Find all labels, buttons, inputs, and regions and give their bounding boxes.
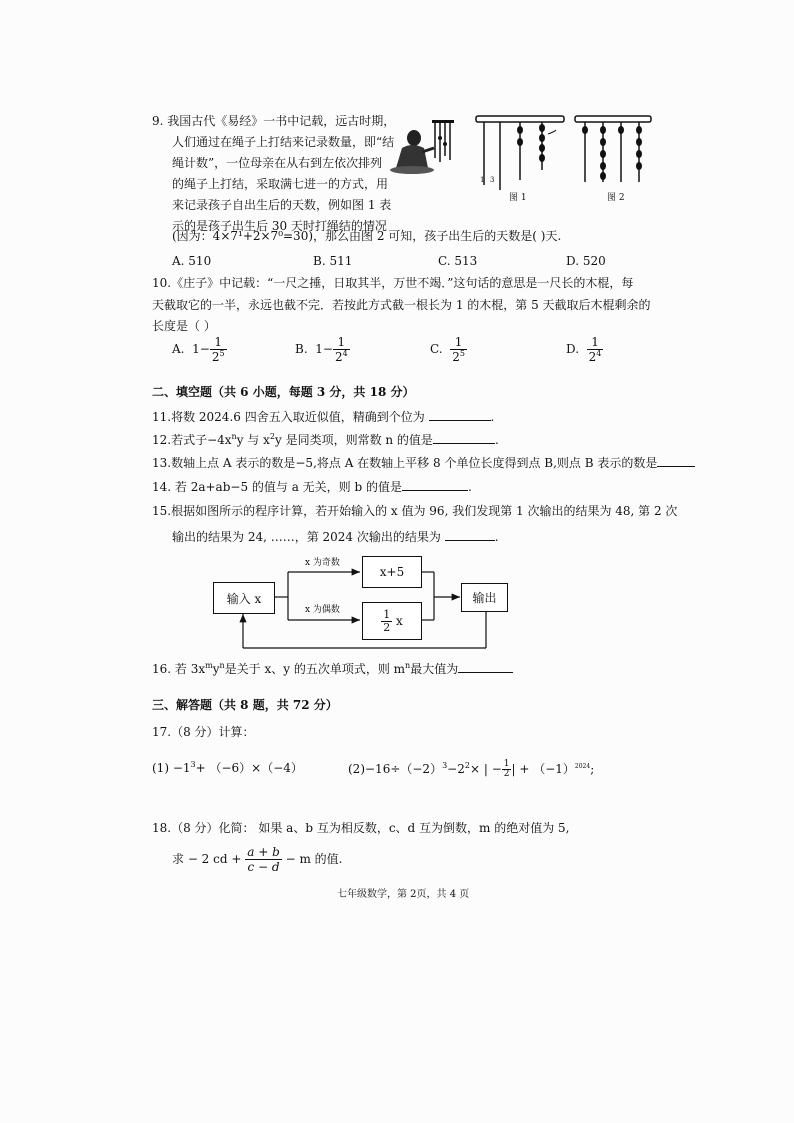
figure-1-label: 图 1 (509, 193, 527, 203)
page-footer: 七年级数学，第 2页，共 4 页 (337, 889, 470, 900)
q10-option-c: C. $\frac{1}{2^5}$ (430, 335, 465, 364)
q9-line-7: (因为：4×7¹+2×7⁰=30)，那么由图 2 可知，孩子出生后的天数是( )天. (172, 229, 562, 243)
q9-line-3: 绳计数”，一位母亲在从右到左依次排列 (172, 156, 383, 170)
q9-option-a: A. 510 (172, 254, 212, 268)
q9-line-6: 示的是孩子出生后 30 天时打绳结的情况 (172, 219, 387, 233)
question-12: 12.若式子$-4x^ny$ 与 $x^2y$ 是同类项，则常数 n 的值是 . (152, 432, 499, 447)
figure-2-label: 图 2 (607, 193, 625, 203)
flowchart-even-condition: x 为偶数 (305, 605, 340, 615)
flowchart-odd-condition: x 为奇数 (305, 558, 340, 568)
svg-text:3: 3 (490, 176, 495, 184)
q10-option-a: A. 1− $\frac{1}{2^5}$ (172, 335, 225, 364)
q17-part-1: $(1) -1^3+ (-6)\times(-4)$ (152, 760, 303, 775)
q9-option-b: B. 511 (313, 254, 353, 268)
q10-line-1: 10.《庄子》中记载：“一尺之捶，日取其半，万世不竭．”这句话的意思是一尺长的木棍，每 (152, 276, 634, 290)
q9-line-4: 的绳子上打结，采取满七进一的方式，用 (172, 177, 389, 191)
flowchart-input-box: 输入 x (213, 582, 275, 614)
q10-line-3: 长度是（ ） (152, 319, 216, 333)
question-11: 11.将数 2024.6 四舍五入取近似值，精确到个位为 . (152, 410, 495, 424)
q10-line-2: 天截取它的一半，永远也截不完．若按此方式截一根长为 1 的木棍，第 5 天截取后木棍剩余的 (152, 298, 651, 312)
q9-line-1: 9. 我国古代《易经》一书中记载，远古时期， (152, 114, 396, 128)
q10-option-d: D. $\frac{1}{2^4}$ (566, 335, 602, 364)
q9-option-c: C. 513 (438, 254, 478, 268)
section-3-heading: 三、解答题（共 8 题，共 72 分） (152, 698, 338, 712)
q9-option-d: D. 520 (566, 254, 606, 268)
q18-heading: 18.（8 分）化简： 如果 a、b 互为相反数，c、d 互为倒数，m 的绝对值为 5, (152, 821, 570, 835)
q9-line-5: 来记录孩子自出生后的天数，例如图 1 表 (172, 198, 392, 212)
q9-line-2: 人们通过在绳子上打结来记录数量，即“结 (172, 135, 395, 149)
q18-expression: 求 − 2 cd + $\frac{a + b}{c - d}$ − m 的值. (172, 845, 343, 874)
q16-answer-blank[interactable] (458, 660, 513, 673)
q15-line-1: 15.根据如图所示的程序计算，若开始输入的 x 值为 96, 我们发现第 1 次输出的结果为 48, 第 2 次 (152, 504, 678, 518)
q17-part-2: $(2)-16\div(-2)^3-2^2\times$ | − $\frac{1}{2}$ | + $(-1)^{2024}$; (348, 759, 595, 779)
question-16: 16. 若 $3x^my^n$是关于 x、y 的五次单项式，则 $m^n$最大值为 (152, 660, 513, 677)
q10-option-b: B. 1− $\frac{1}{2^4}$ (295, 335, 348, 364)
q17-heading: 17.（8 分）计算： (152, 725, 255, 739)
q15-line-2: 输出的结果为 24, ……，第 2024 次输出的结果为 . (172, 530, 499, 544)
flowchart-odd-box: x+5 (362, 556, 422, 588)
flowchart-output-box: 输出 (461, 583, 508, 612)
flowchart-even-box: $\frac{1}{2}$ x (362, 602, 422, 640)
question-13: 13.数轴上点 A 表示的数是−5,将点 A 在数轴上平移 8 个单位长度得到点 B,则点 B 表示的数是 (152, 454, 695, 471)
svg-text:1: 1 (480, 176, 485, 184)
section-2-heading: 二、填空题（共 6 小题，每题 3 分，共 18 分） (152, 385, 415, 399)
question-14: 14. 若 2a+ab−5 的值与 a 无关，则 b 的值是 . (152, 480, 472, 494)
